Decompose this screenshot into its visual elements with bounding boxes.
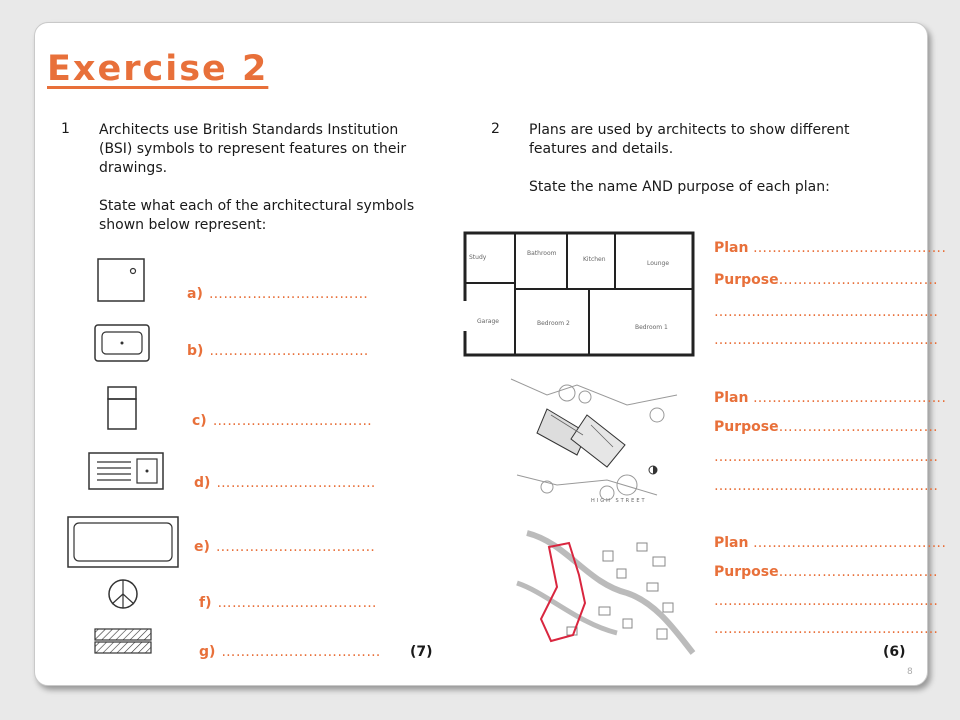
room-label: Garage (477, 318, 499, 325)
plan-3-line-1[interactable]: ………………………………………… (714, 593, 938, 609)
room-label: Kitchen (583, 256, 606, 263)
answer-g[interactable]: g) …………………………… (199, 644, 381, 660)
plan-2-line-2[interactable]: ………………………………………… (714, 478, 938, 494)
question-1-text: Architects use British Standards Institution (BSI) symbols to represent features on their drawings. State what each of the architectural symbols shown below represent: (99, 122, 415, 233)
symbol-d-icon (87, 451, 167, 493)
symbol-a-icon (96, 257, 148, 303)
symbol-e-icon (66, 515, 182, 571)
plan-2-purpose[interactable]: Purpose…………………………… (714, 419, 939, 435)
location-plan-image (507, 523, 697, 657)
plan-1-line-2[interactable]: ………………………………………… (714, 332, 938, 348)
slide (34, 22, 947, 686)
exercise-title: Exercise 2 (47, 49, 269, 89)
page-number: 8 (907, 667, 913, 677)
symbol-f-icon (106, 577, 140, 611)
plan-3-name[interactable]: Plan …………………………………. (714, 535, 947, 551)
room-label: Bathroom (527, 250, 557, 257)
plan-3-line-2[interactable]: ………………………………………… (714, 621, 938, 637)
answer-f[interactable]: f) …………………………… (199, 595, 377, 611)
floor-plan-image (463, 231, 695, 357)
plan-3-purpose[interactable]: Purpose…………………………… (714, 564, 939, 580)
question-2-number: 2 (491, 121, 500, 137)
plan-2-name[interactable]: Plan …………………………………. (714, 390, 947, 406)
answer-b[interactable]: b) …………………………… (187, 343, 369, 359)
plan-1-name[interactable]: Plan …………………………………. (714, 240, 947, 256)
question-1-number: 1 (61, 121, 70, 137)
answer-d[interactable]: d) …………………………… (194, 475, 376, 491)
question-2-marks: (6) (883, 644, 906, 660)
answer-e[interactable]: e) …………………………… (194, 539, 376, 555)
plan-2-line-1[interactable]: ………………………………………… (714, 449, 938, 465)
symbol-g-icon (93, 627, 155, 657)
question-2-text: Plans are used by architects to show different features and details. State the name AND purpose of each plan: (529, 122, 850, 195)
room-label: Bedroom 1 (635, 324, 668, 331)
symbol-c-icon (106, 385, 140, 433)
room-label: Bedroom 2 (537, 320, 570, 327)
site-plan-image (507, 375, 697, 507)
room-label: Lounge (647, 260, 670, 267)
site-plan-street-label: HIGH STREET (591, 498, 647, 504)
plan-1-purpose[interactable]: Purpose…………………………… (714, 272, 939, 288)
answer-a[interactable]: a) …………………………… (187, 286, 369, 302)
symbol-b-icon (93, 323, 153, 363)
plan-1-line-1[interactable]: ………………………………………… (714, 304, 938, 320)
answer-c[interactable]: c) …………………………… (192, 413, 373, 429)
question-1-marks: (7) (410, 644, 433, 660)
room-label: Study (469, 254, 487, 261)
